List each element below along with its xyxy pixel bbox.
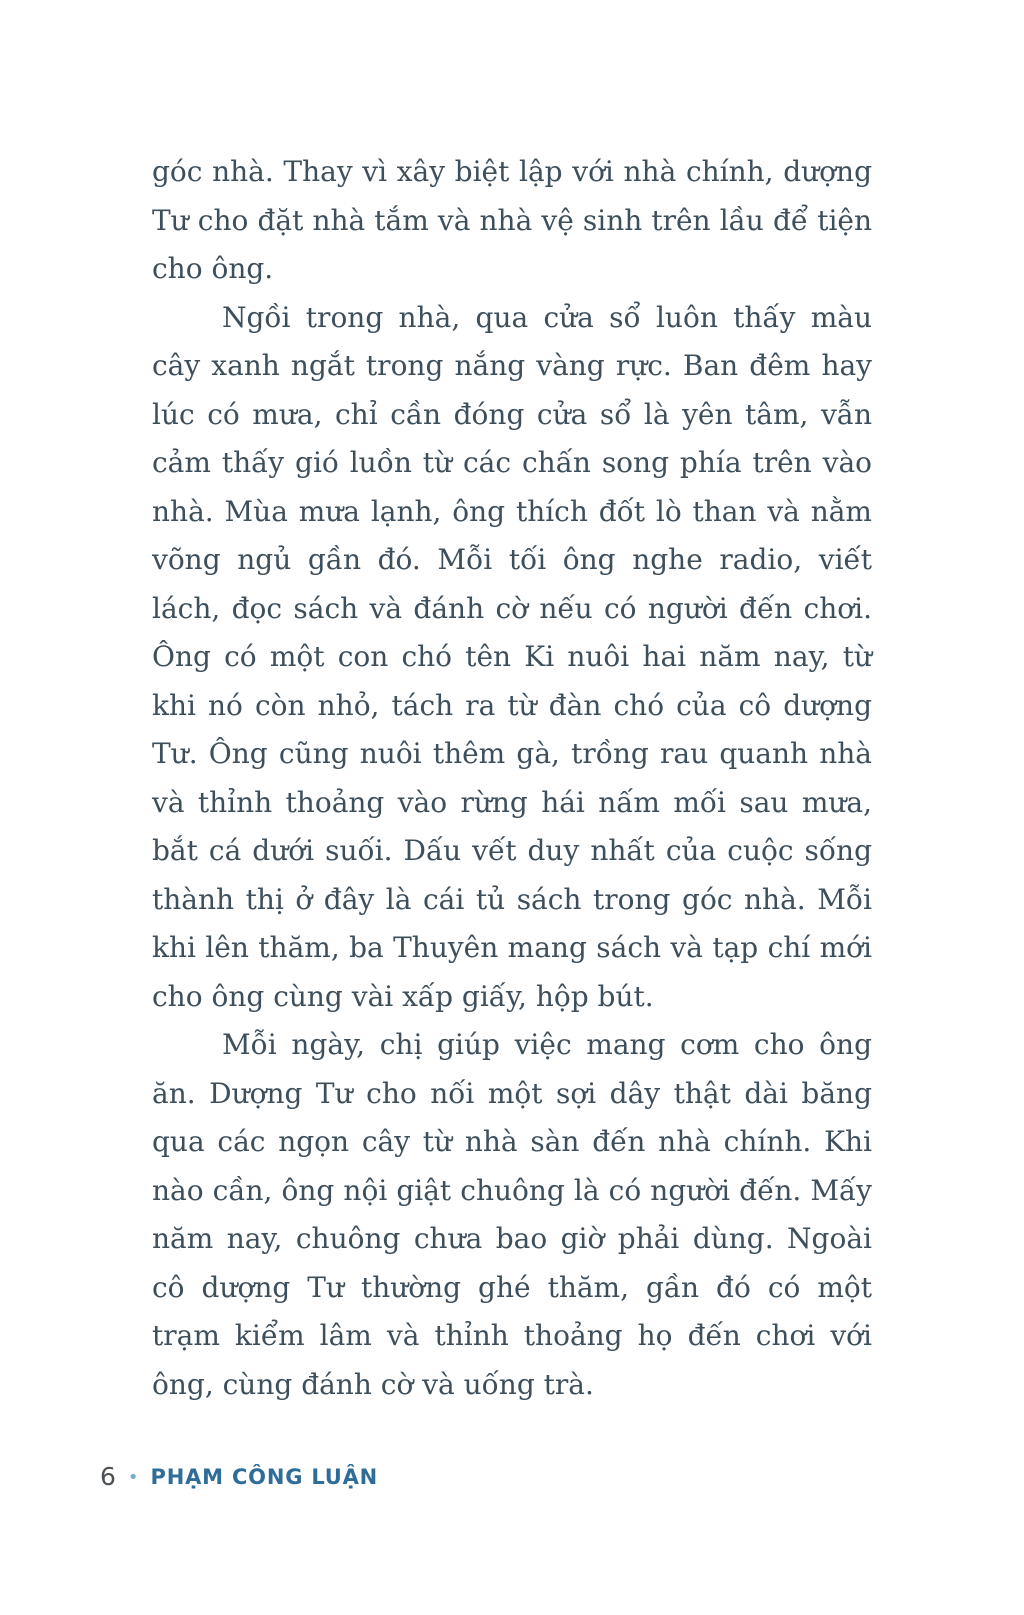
paragraph-continuation: góc nhà. Thay vì xây biệt lập với nhà chính, dượng Tư cho đặt nhà tắm và nhà vệ sinh trên lầu để tiện cho ông. <box>152 155 872 285</box>
paragraph: Mỗi ngày, chị giúp việc mang cơm cho ông ăn. Dượng Tư cho nối một sợi dây thật dài băng qua các ngọn cây từ nhà sàn đến nhà chính. Khi nào cần, ông nội giật chuông là có người đến. Mấy năm nay, chuông chưa bao giờ phải dùng. Ngoài cô dượng Tư thường ghé thăm, gần đó có một trạm kiểm lâm và thỉnh thoảng họ đến chơi với ông, cùng đánh cờ và uống trà. <box>152 1028 872 1401</box>
page-footer <box>100 1462 378 1491</box>
page-number: 6 <box>100 1462 116 1491</box>
paragraph: Ngồi trong nhà, qua cửa sổ luôn thấy màu cây xanh ngắt trong nắng vàng rực. Ban đêm hay lúc có mưa, chỉ cần đóng cửa sổ là yên tâm, vẫn cảm thấy gió luồn từ các chấn song phía trên vào nhà. Mùa mưa lạnh, ông thích đốt lò than và nằm võng ngủ gần đó. Mỗi tối ông nghe radio, viết lách, đọc sách và đánh cờ nếu có người đến chơi. Ông có một con chó tên Ki nuôi hai năm nay, từ khi nó còn nhỏ, tách ra từ đàn chó của cô dượng Tư. Ông cũng nuôi thêm gà, trồng rau quanh nhà và thỉnh thoảng vào rừng hái nấm mối sau mưa, bắt cá dưới suối. Dấu vết duy nhất của cuộc sống thành thị ở đây là cái tủ sách trong góc nhà. Mỗi khi lên thăm, ba Thuyên mang sách và tạp chí mới cho ông cùng vài xấp giấy, hộp bút. <box>152 300 872 1013</box>
page-body-text <box>152 148 872 1409</box>
footer-author-name: PHẠM CÔNG LUẬN <box>150 1464 379 1489</box>
footer-bullet-separator: • <box>127 1467 139 1488</box>
